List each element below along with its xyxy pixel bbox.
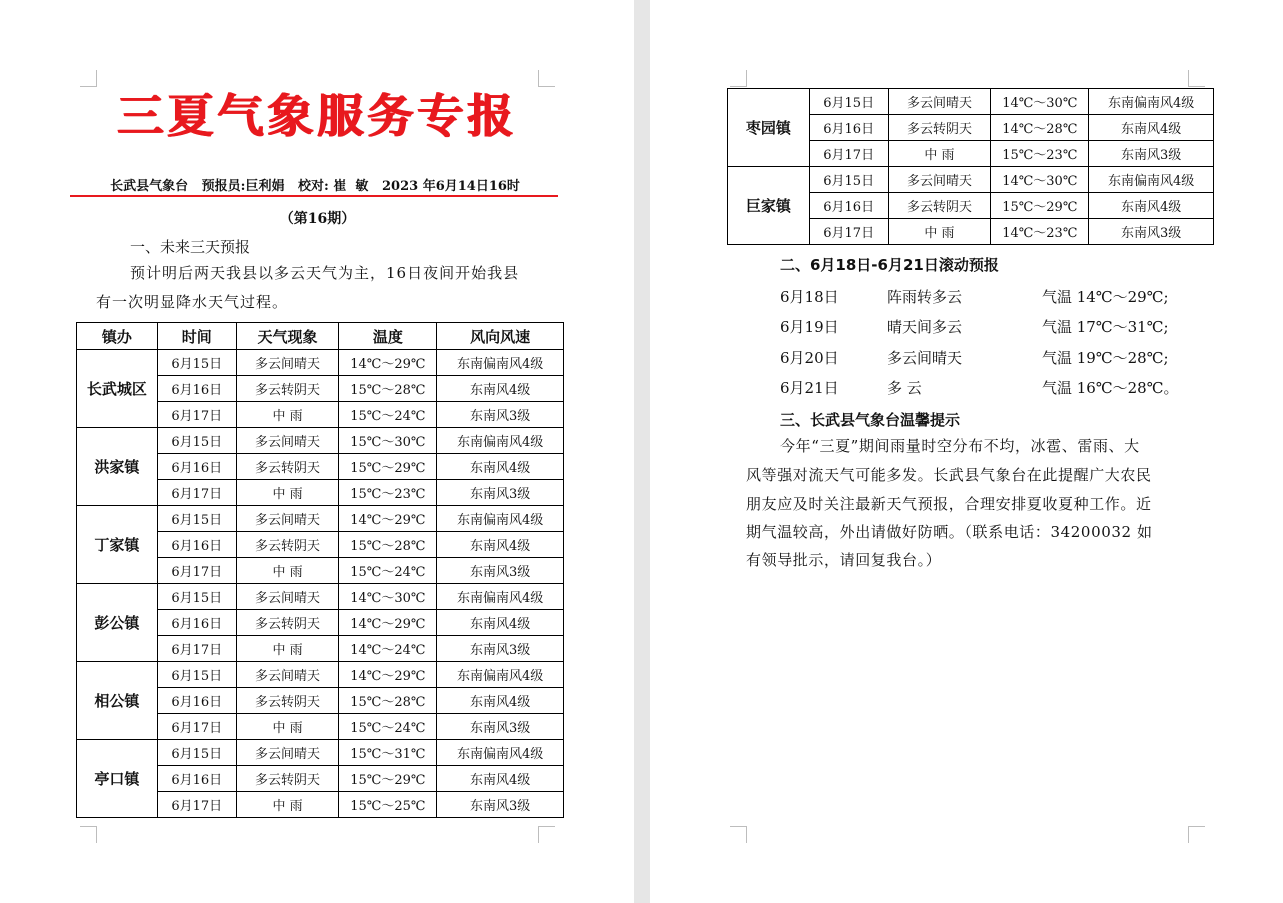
section-1-paragraph-line-2: 有一次明显降水天气过程。 [96,293,289,311]
weather-cell: 多云转阴天 [888,115,991,141]
temperature-cell: 14℃～23℃ [991,219,1089,245]
date-cell: 6月16日 [157,532,236,558]
wind-cell: 东南风4级 [437,454,564,480]
weather-cell: 多云转阴天 [888,193,991,219]
wind-cell: 东南偏南风4级 [437,662,564,688]
wind-cell: 东南偏南风4级 [1089,89,1214,115]
temperature-cell: 15℃～28℃ [339,376,437,402]
town-name-cell: 彭公镇 [77,584,158,662]
wind-cell: 东南风4级 [437,532,564,558]
date-cell: 6月15日 [157,350,236,376]
weather-cell: 多云转阴天 [236,454,339,480]
temperature-cell: 14℃～29℃ [339,610,437,636]
forecast-table [76,322,564,818]
temperature-cell: 14℃～29℃ [339,350,437,376]
weather-cell: 多云间晴天 [236,584,339,610]
weather-cell: 中 雨 [236,558,339,584]
town-name-cell: 枣园镇 [728,89,810,167]
wind-cell: 东南风4级 [437,610,564,636]
crop-mark [80,826,97,843]
date-cell: 6月16日 [157,610,236,636]
report-info-line: 长武县气象台 预报员:巨利娟 校对: 崔 敏 2023 年6月14日16时 [110,179,520,194]
town-name-cell: 巨家镇 [728,167,810,245]
rolling-date: 6月19日 [780,318,839,336]
rolling-date: 6月18日 [780,288,839,306]
date-cell: 6月15日 [809,89,888,115]
wind-cell: 东南风3级 [437,792,564,818]
notice-line: 今年“三夏”期间雨量时空分布不均，冰雹、雷雨、大 [780,437,1140,455]
rolling-temperature: 气温 16℃～28℃。 [1042,379,1179,397]
weather-cell: 多云间晴天 [236,506,339,532]
rolling-weather: 多 云 [887,379,922,397]
date-cell: 6月17日 [157,402,236,428]
notice-line: 风等强对流天气可能多发。长武县气象台在此提醒广大农民 [746,466,1152,484]
wind-cell: 东南风4级 [1089,115,1214,141]
weather-cell: 中 雨 [236,714,339,740]
town-name-cell: 丁家镇 [77,506,158,584]
date-cell: 6月15日 [157,428,236,454]
table-row [77,584,564,610]
table-row [77,428,564,454]
date-cell: 6月16日 [809,115,888,141]
town-name-cell: 长武城区 [77,350,158,428]
temperature-cell: 15℃～29℃ [991,193,1089,219]
temperature-cell: 15℃～24℃ [339,402,437,428]
weather-cell: 多云间晴天 [236,740,339,766]
date-cell: 6月16日 [157,376,236,402]
table-row [77,740,564,766]
weather-cell: 多云转阴天 [236,532,339,558]
wind-cell: 东南风3级 [437,480,564,506]
header-cell-town: 镇办 [77,323,158,350]
date-cell: 6月15日 [809,167,888,193]
temperature-cell: 14℃～24℃ [339,636,437,662]
town-name-cell: 亭口镇 [77,740,158,818]
temperature-cell: 14℃～30℃ [339,584,437,610]
date-cell: 6月16日 [157,454,236,480]
weather-cell: 多云转阴天 [236,766,339,792]
temperature-cell: 15℃～23℃ [339,480,437,506]
date-cell: 6月15日 [157,506,236,532]
section-2-heading: 二、6月18日-6月21日滚动预报 [780,256,999,274]
wind-cell: 东南风3级 [1089,141,1214,167]
table-row [728,167,1214,193]
rolling-date: 6月21日 [780,379,839,397]
temperature-cell: 15℃～25℃ [339,792,437,818]
weather-cell: 多云间晴天 [888,89,991,115]
crop-mark [538,826,555,843]
temperature-cell: 14℃～30℃ [991,167,1089,193]
date-cell: 6月16日 [157,766,236,792]
wind-cell: 东南风3级 [437,558,564,584]
weather-cell: 多云间晴天 [888,167,991,193]
rolling-temperature: 气温 17℃～31℃; [1042,318,1169,336]
rolling-temperature: 气温 14℃～29℃; [1042,288,1169,306]
notice-line: 有领导批示，请回复我台。） [746,551,942,569]
weather-cell: 中 雨 [888,219,991,245]
temperature-cell: 15℃～30℃ [339,428,437,454]
table-header-row [77,323,564,350]
date-cell: 6月16日 [809,193,888,219]
temperature-cell: 15℃～28℃ [339,688,437,714]
weather-cell: 中 雨 [888,141,991,167]
crop-mark [1188,70,1205,87]
notice-line: 期气温较高，外出请做好防晒。（联系电话：34200032 如 [746,523,1153,541]
date-cell: 6月15日 [157,740,236,766]
table-row [77,662,564,688]
wind-cell: 东南风3级 [437,714,564,740]
wind-cell: 东南风4级 [437,376,564,402]
date-cell: 6月17日 [157,792,236,818]
document-page-1 [0,0,634,903]
date-cell: 6月15日 [157,584,236,610]
temperature-cell: 15℃～29℃ [339,766,437,792]
weather-cell: 多云转阴天 [236,376,339,402]
report-title: 三夏气象服务专报 [117,89,518,143]
town-name-cell: 相公镇 [77,662,158,740]
temperature-cell: 15℃～28℃ [339,532,437,558]
issue-number: （第16期） [279,211,356,227]
temperature-cell: 15℃～29℃ [339,454,437,480]
date-cell: 6月15日 [157,662,236,688]
weather-cell: 中 雨 [236,480,339,506]
temperature-cell: 14℃～29℃ [339,662,437,688]
wind-cell: 东南偏南风4级 [437,428,564,454]
weather-cell: 多云间晴天 [236,662,339,688]
wind-cell: 东南偏南风4级 [437,350,564,376]
crop-mark [730,826,747,843]
wind-cell: 东南偏南风4级 [437,584,564,610]
section-3-heading: 三、长武县气象台温馨提示 [780,411,961,429]
date-cell: 6月17日 [157,636,236,662]
wind-cell: 东南风3级 [1089,219,1214,245]
table-row [77,350,564,376]
section-1-paragraph-line-1: 预计明后两天我县以多云天气为主，16日夜间开始我县 [130,264,520,282]
date-cell: 6月16日 [157,688,236,714]
date-cell: 6月17日 [157,480,236,506]
date-cell: 6月17日 [157,714,236,740]
wind-cell: 东南风4级 [437,766,564,792]
date-cell: 6月17日 [809,219,888,245]
weather-cell: 多云转阴天 [236,610,339,636]
wind-cell: 东南偏南风4级 [437,740,564,766]
rolling-temperature: 气温 19℃～28℃; [1042,349,1169,367]
temperature-cell: 15℃～24℃ [339,714,437,740]
rolling-weather: 晴天间多云 [887,318,963,336]
red-divider [70,195,558,197]
weather-cell: 中 雨 [236,792,339,818]
rolling-weather: 多云间晴天 [887,349,963,367]
temperature-cell: 15℃～23℃ [991,141,1089,167]
weather-cell: 中 雨 [236,402,339,428]
rolling-date: 6月20日 [780,349,839,367]
temperature-cell: 14℃～28℃ [991,115,1089,141]
crop-mark [1188,826,1205,843]
section-1-heading: 一、未来三天预报 [130,238,251,256]
table-row [77,506,564,532]
temperature-cell: 14℃～30℃ [991,89,1089,115]
date-cell: 6月17日 [809,141,888,167]
wind-cell: 东南偏南风4级 [437,506,564,532]
rolling-weather: 阵雨转多云 [887,288,963,306]
weather-cell: 多云转阴天 [236,688,339,714]
header-cell-wind: 风向风速 [437,323,564,350]
date-cell: 6月17日 [157,558,236,584]
wind-cell: 东南风4级 [1089,193,1214,219]
header-cell-weather: 天气现象 [236,323,339,350]
notice-line: 朋友应及时关注最新天气预报，合理安排夏收夏种工作。近 [746,495,1152,513]
wind-cell: 东南偏南风4级 [1089,167,1214,193]
table-row [728,89,1214,115]
town-name-cell: 洪家镇 [77,428,158,506]
weather-cell: 多云间晴天 [236,350,339,376]
wind-cell: 东南风4级 [437,688,564,714]
weather-cell: 多云间晴天 [236,428,339,454]
header-cell-date: 时间 [157,323,236,350]
temperature-cell: 15℃～31℃ [339,740,437,766]
temperature-cell: 14℃～29℃ [339,506,437,532]
wind-cell: 东南风3级 [437,402,564,428]
header-cell-temperature: 温度 [339,323,437,350]
temperature-cell: 15℃～24℃ [339,558,437,584]
wind-cell: 东南风3级 [437,636,564,662]
crop-mark [730,70,747,87]
forecast-table-continued [727,88,1214,245]
weather-cell: 中 雨 [236,636,339,662]
